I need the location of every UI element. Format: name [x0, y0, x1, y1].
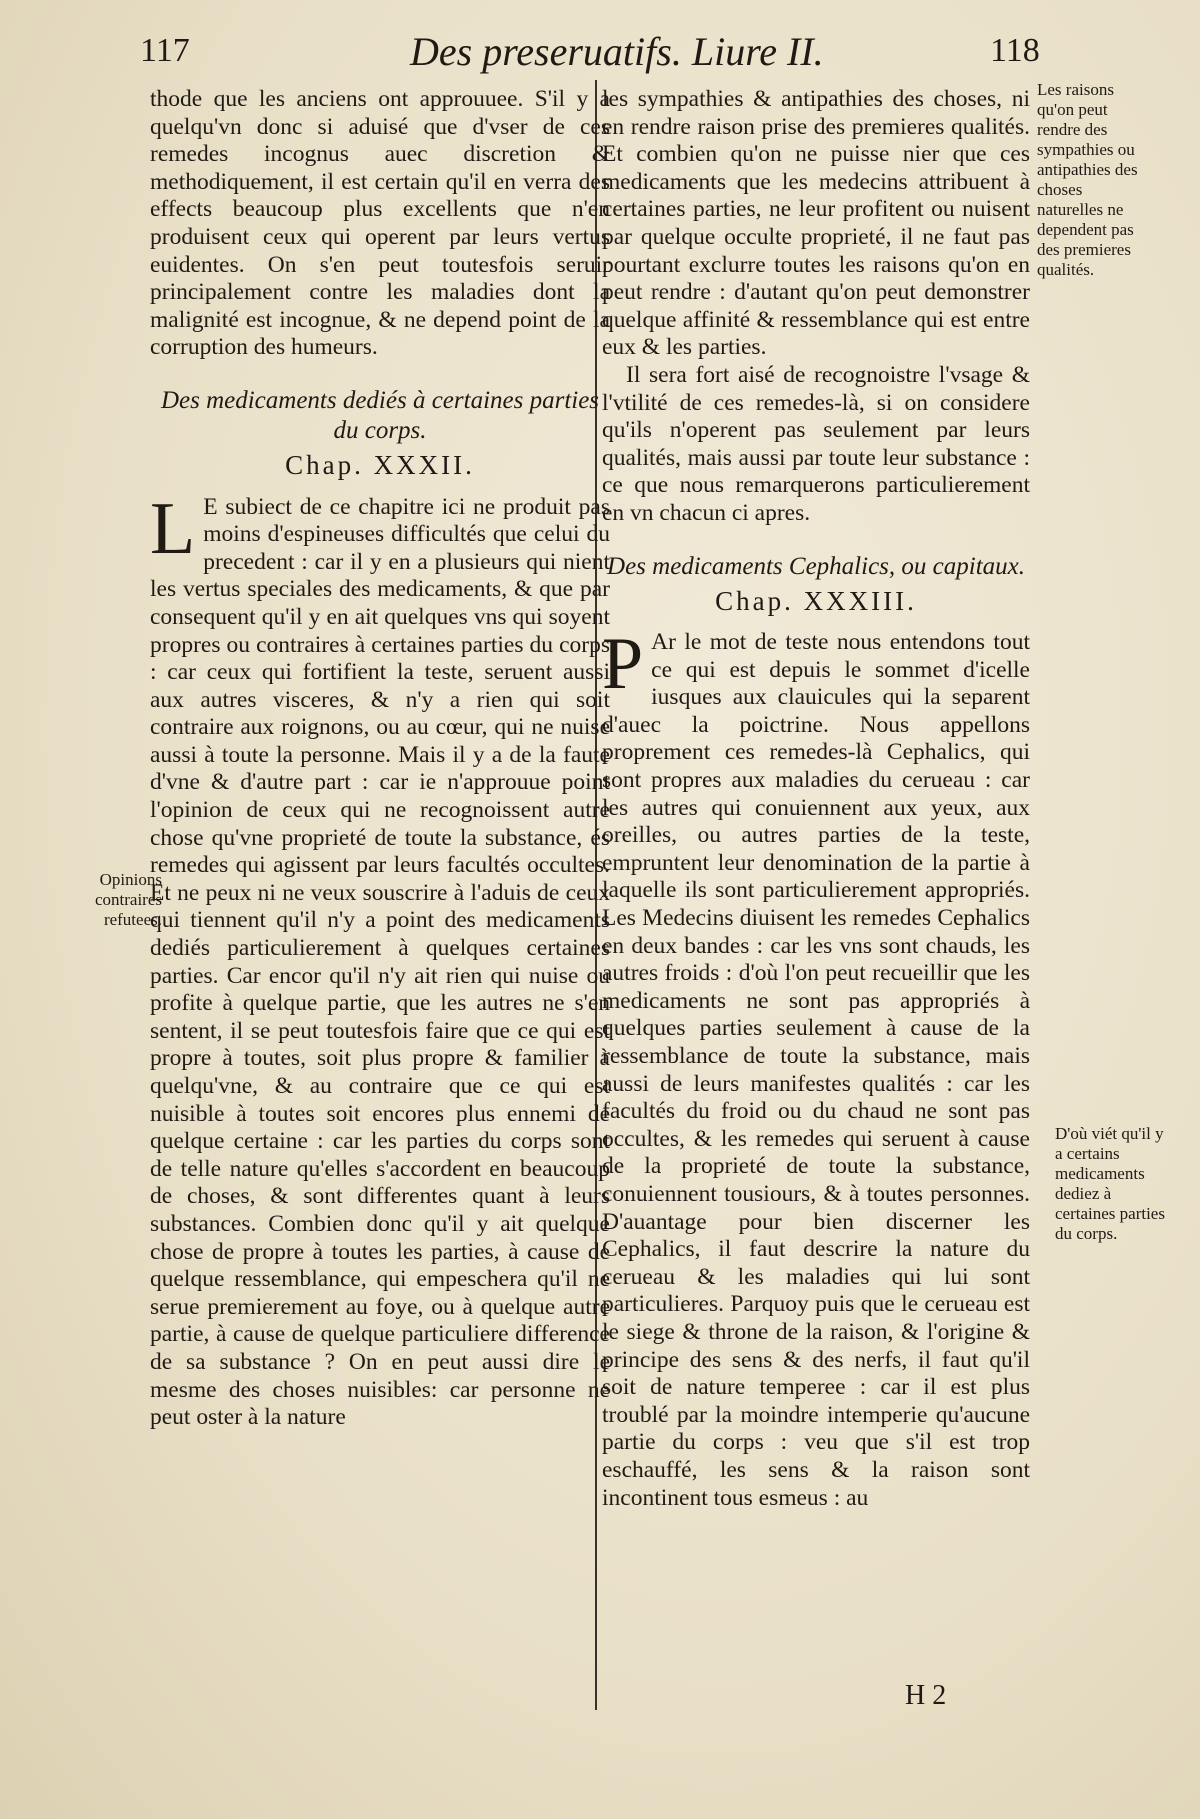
- page-number-right: 118: [990, 32, 1040, 69]
- paragraph: les sympathies & antipathies des choses, ni en rendre raison prise des premieres qualités. Et combien qu'on ne puisse nier que ces medicaments que les medecins attribuent à certaines parties, ne leur profitent ou nuisent par quelque occulte proprieté, il ne faut pas pourtant exclurre toutes les raisons qu'on en peut rendre : d'autant qu'on peut demonstrer quelque affinité & ressemblance qui est entre eux & les parties.: [602, 86, 1030, 361]
- margin-note-right-top: Les raisons qu'on peut rendre des sympathies ou antipathies des choses naturelles ne dependent pas des premieres qualités.: [1037, 80, 1138, 279]
- section-title: Des medicaments dediés à certaines parties du corps.: [160, 386, 600, 444]
- paragraph-text: E subiect de ce chapitre ici ne produit pas moins d'espineuses difficultés que celui du precedent : car il y en a plusieurs qui nient les vertus speciales des medicaments, & que par consequent qu'il y en ait quelques vns qui soyent propres ou contraires à certaines parties du corps : car ceux qui fortifient la teste, seruent aussi aux autres visceres, & n'y a rien qui soit contraire aux roignons, ou au cœur, qui ne nuise aussi à toute la personne. Mais il y a de la faute d'vne & d'autre part : car ie n'approuue point l'opinion de ceux qui ne recognoissent autre chose qu'vne proprieté de toute la substance, és remedes qui agissent par leurs facultés occultes. Et ne peux ni ne veux souscrire à l'aduis de ceux qui tiennent qu'il n'y a point des medicaments dediés particulierement à quelques certaines parties. Car encor qu'il n'y ait rien qui nuise ou profite à quelque partie, que les autres ne s'en sentent, il se peut toutesfois faire que ce qui est propre à toutes, soit plus propre & familier à quelqu'vne, & au contraire que ce qui est nuisible à toutes soit encores plus ennemi de quelque certaine : car les parties du corps sont de telle nature qu'elles s'accordent en beaucoup de choses, & sont differentes quant à leurs substances. Combien donc qu'il y ait quelque chose de propre à toutes les parties, à cause de quelque ressemblance, qui empeschera qu'il ne serue premierement au foye, ou à quelque autre partie, à cause de quelque particuliere difference de sa substance ? On en peut aussi dire le mesme des choses nuisibles: car personne ne peut oster à la nature: [150, 493, 610, 1431]
- left-column: [150, 86, 610, 1432]
- right-column: [602, 86, 1030, 1512]
- chapter-heading: Chap. XXXII.: [285, 449, 475, 480]
- page-header: [0, 22, 1200, 92]
- signature-mark: H 2: [905, 1680, 947, 1711]
- section-title: Des medicaments Cephalics, ou capitaux.: [607, 552, 1025, 580]
- running-title: Des preseruatifs. Liure II.: [410, 29, 824, 74]
- drop-cap: L: [150, 487, 196, 570]
- paragraph: Il sera fort aisé de recognoistre l'vsage & l'vtilité de ces remedes-là, si on considere qu'ils n'operent pas seulement par leurs qualités, mais aussi par toute leur substance : ce que nous remarquerons particulierement en vn chacun ci apres.: [602, 361, 1030, 526]
- paragraph: [150, 487, 610, 1432]
- paragraph: [602, 623, 1030, 1512]
- margin-note-right-bottom: D'où viét qu'il y a certains medicaments dediez à certaines parties du corps.: [1055, 1124, 1165, 1243]
- chapter-heading: Chap. XXXIII.: [715, 585, 917, 616]
- paragraph: thode que les anciens ont approuuee. S'il y a quelqu'vn donc si aduisé que d'vser de ces remedes incognus auec discretion & methodiquement, il est certain qu'il en verra des effects beaucoup plus excellents que n'en produisent ceux qui operent par leurs vertus euidentes. On s'en peut toutesfois seruir principalement contre les maladies dont la malignité est incognue, & ne depend point de la corruption des humeurs.: [150, 86, 610, 361]
- drop-cap: P: [602, 623, 644, 706]
- paragraph-text: Ar le mot de teste nous entendons tout ce qui est depuis le sommet d'icelle iusques aux clauicules qui la separent d'auec la poictrine. Nous appellons proprement ces remedes-là Cephalics, qui sont propres aux maladies du cerueau : car les autres qui conuiennent aux yeux, aux oreilles, ou autres parties de la teste, empruntent leur denomination de la partie à laquelle ils sont particulierement appropriés. Les Medecins diuisent les remedes Cephalics en deux bandes : car les vns sont chauds, les autres froids : d'où l'on peut recueillir que les medicaments ne sont pas appropriés à quelques parties seulement à cause de la ressemblance de toute la substance, mais aussi de leurs manifestes qualités : car les facultés du froid ou du chaud ne sont pas occultes, & les remedes qui seruent à cause de la proprieté de toute la substance, conuiennent tousiours, & à toutes personnes. D'auantage pour bien discerner les Cephalics, il faut descrire la nature du cerueau & les maladies qui lui sont particulieres. Parquoy puis que le cerueau est le siege & throne de la raison, & l'origine & principe des sens & des nerfs, il faut qu'il soit de nature temperee : car il est plus troublé par la moindre intemperie qu'aucune partie du corps : veu que s'il est trop eschauffé, les sens & la raison sont incontinent tous esmeus : au: [602, 629, 1030, 1511]
- margin-note-left: Opinions contraires refutees.: [94, 870, 162, 929]
- page-number-left: 117: [140, 32, 190, 69]
